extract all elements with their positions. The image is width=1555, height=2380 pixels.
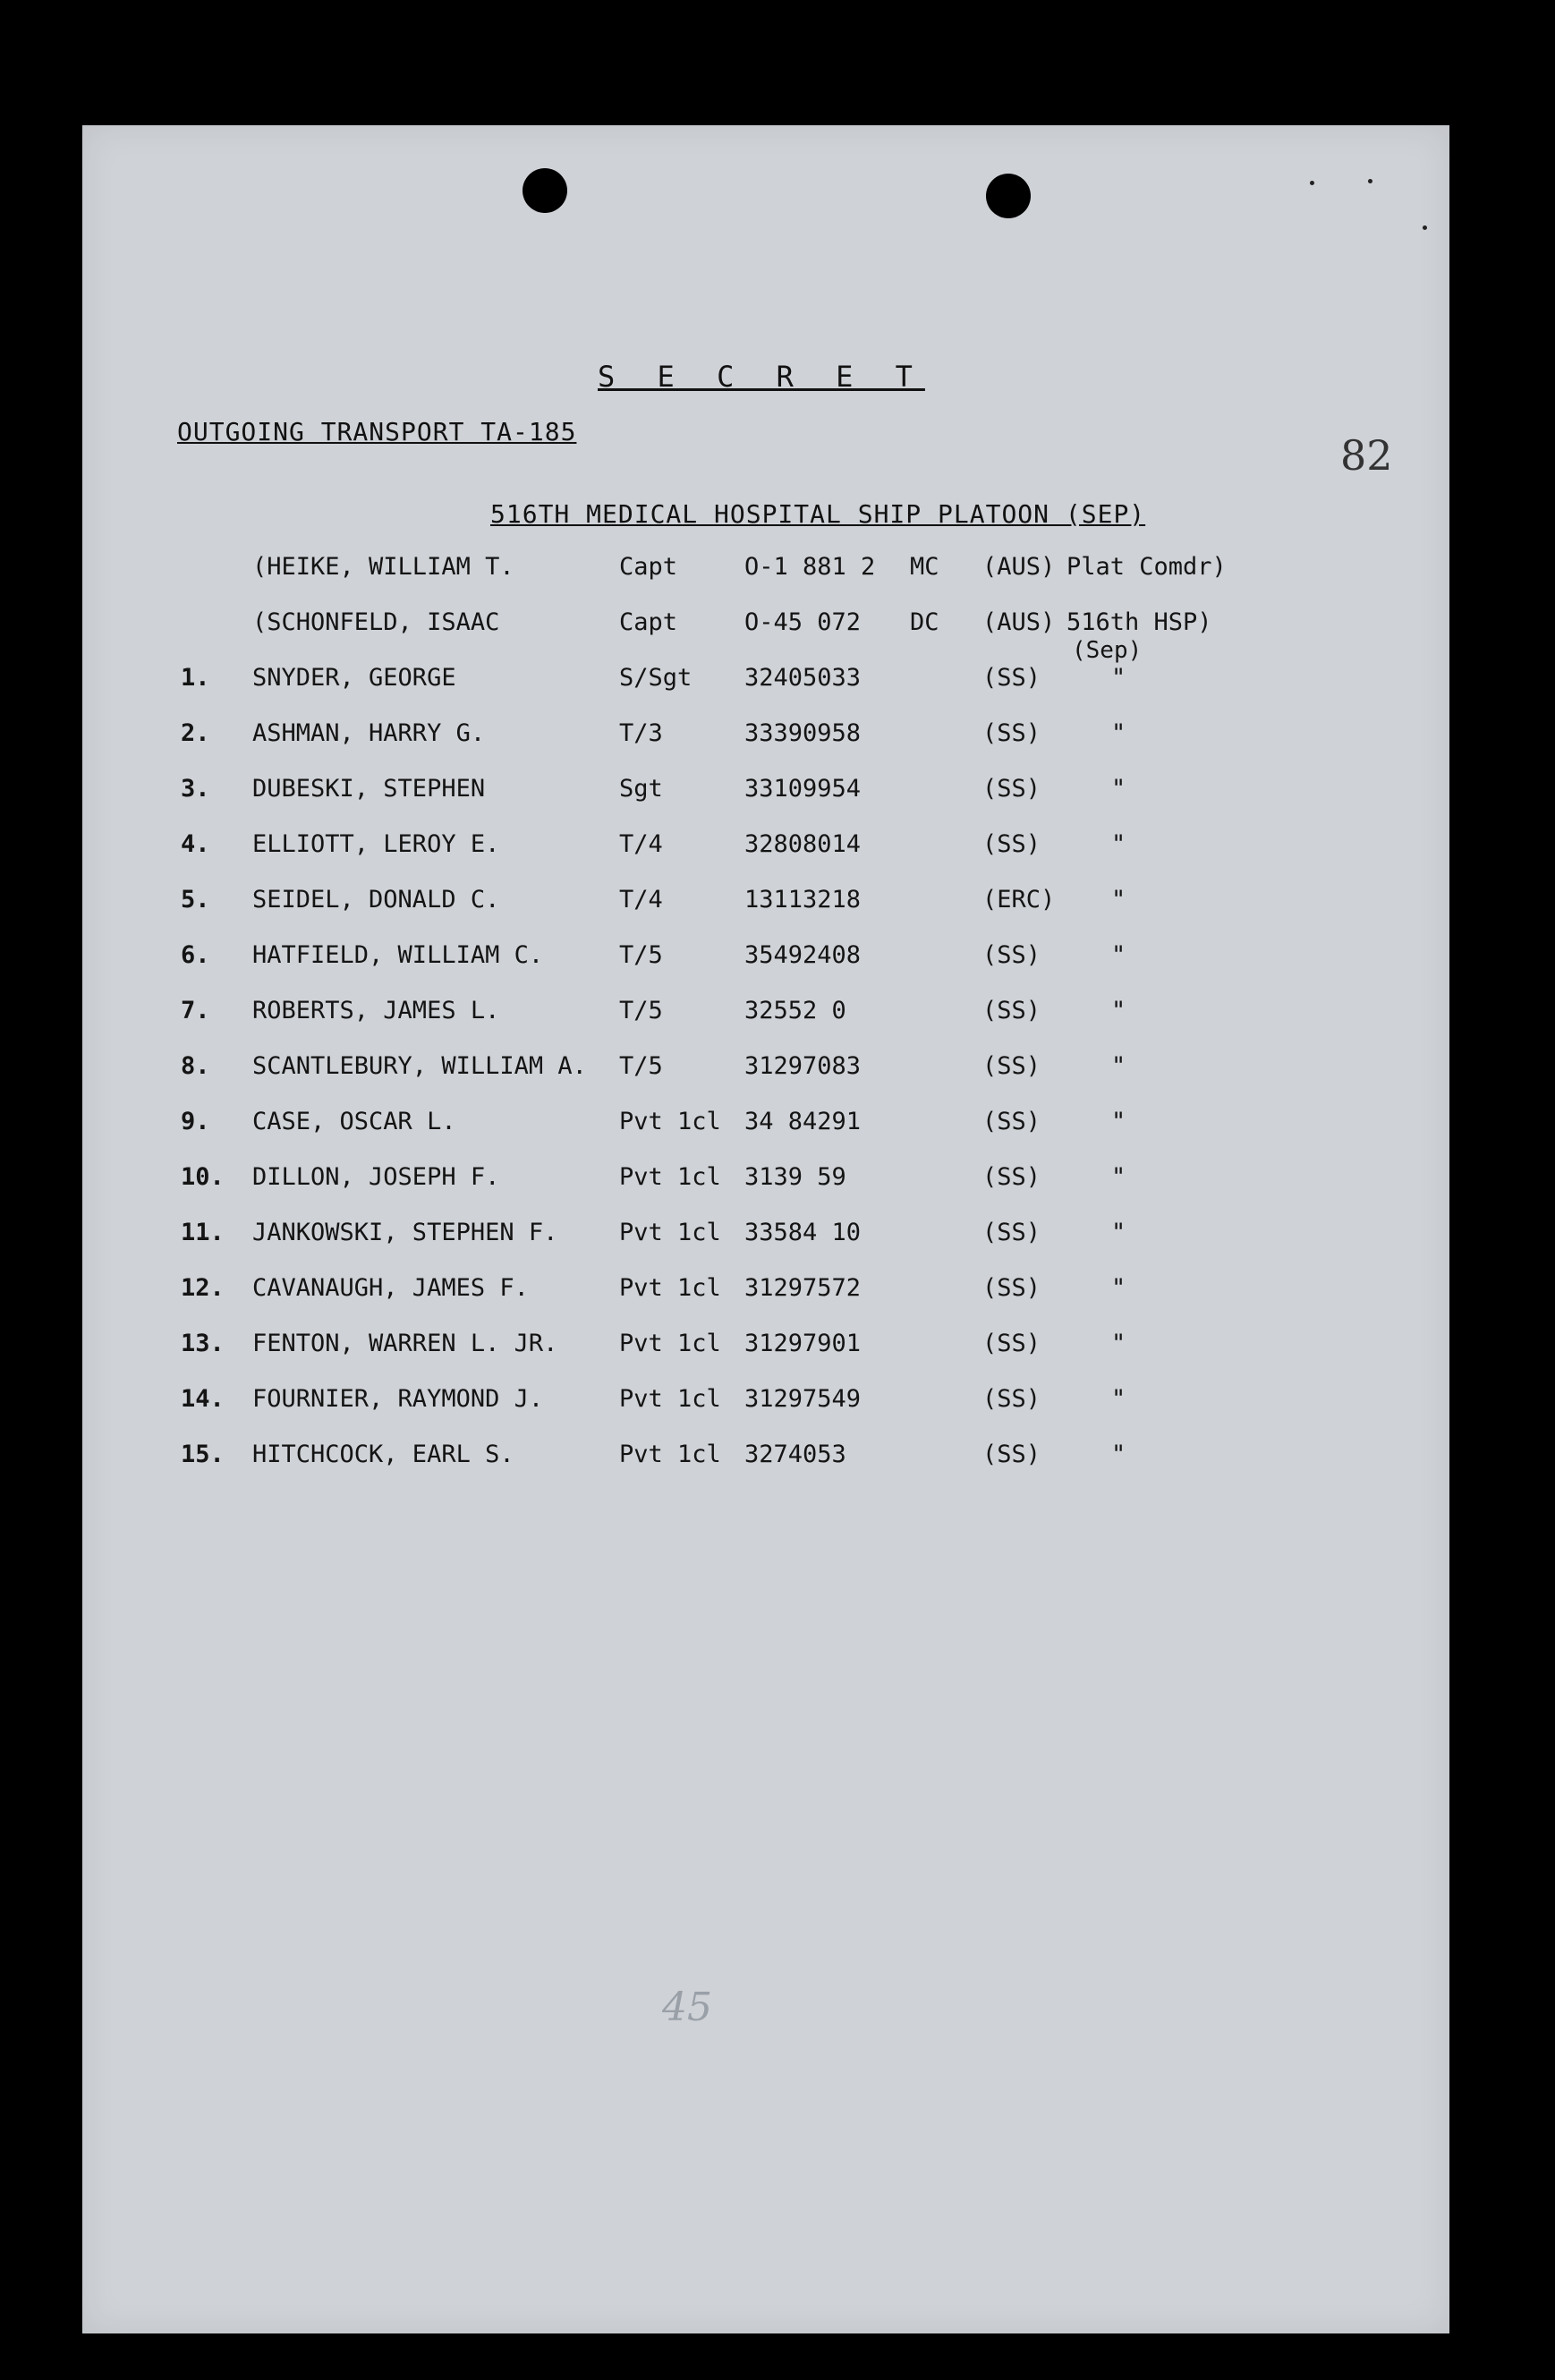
roster-number: 8. (181, 1052, 210, 1080)
roster-serial: 34 84291 (744, 1108, 862, 1135)
roster-rank: T/5 (619, 997, 663, 1024)
roster-rank: Sgt (619, 775, 663, 803)
roster-component: (SS) (982, 830, 1041, 858)
roster-rank: T/4 (619, 886, 663, 914)
roster-rank: Pvt 1cl (619, 1330, 721, 1357)
roster-number: 9. (181, 1108, 210, 1135)
roster-name: SEIDEL, DONALD C. (252, 886, 500, 914)
roster-number: 12. (181, 1274, 225, 1302)
officer-rank: Capt (619, 608, 678, 636)
roster-rank: Pvt 1cl (619, 1219, 721, 1246)
roster-serial: 33390958 (744, 719, 862, 747)
officer-remark: 516th HSP) (1066, 608, 1212, 636)
officer-rank: Capt (619, 553, 678, 581)
roster-rank: Pvt 1cl (619, 1385, 721, 1413)
roster-name: SCANTLEBURY, WILLIAM A. (252, 1052, 587, 1080)
roster-number: 3. (181, 775, 210, 803)
document-page (82, 125, 1449, 2333)
roster-name: ASHMAN, HARRY G. (252, 719, 486, 747)
pencil-mark: 45 (662, 1985, 712, 2030)
roster-rank: T/3 (619, 719, 663, 747)
roster-row (82, 1274, 1449, 1313)
roster-remark: " (1111, 1163, 1126, 1191)
roster-name: HITCHCOCK, EARL S. (252, 1441, 514, 1468)
roster-name: DILLON, JOSEPH F. (252, 1163, 500, 1191)
punch-hole-left (523, 168, 567, 213)
roster-number: 10. (181, 1163, 225, 1191)
roster-serial: 32552 0 (744, 997, 846, 1024)
roster-name: CAVANAUGH, JAMES F. (252, 1274, 529, 1302)
roster-component: (SS) (982, 1274, 1041, 1302)
roster-remark: " (1111, 775, 1126, 803)
roster-name: DUBESKI, STEPHEN (252, 775, 486, 803)
roster-number: 4. (181, 830, 210, 858)
roster-row (82, 1385, 1449, 1424)
roster-number: 6. (181, 941, 210, 969)
roster-component: (SS) (982, 1052, 1041, 1080)
roster-component: (SS) (982, 664, 1041, 692)
roster-rank: T/5 (619, 1052, 663, 1080)
roster-rank: T/5 (619, 941, 663, 969)
punch-hole-right (986, 174, 1031, 218)
roster-row (82, 1441, 1449, 1480)
roster-number: 1. (181, 664, 210, 692)
roster-number: 13. (181, 1330, 225, 1357)
roster-serial: 31297901 (744, 1330, 862, 1357)
roster-remark: " (1111, 1385, 1126, 1413)
dust-speck (1368, 179, 1372, 183)
roster-row (82, 941, 1449, 981)
officer-remark-sub: (Sep) (1072, 637, 1143, 664)
roster-component: (SS) (982, 997, 1041, 1024)
officer-name: (HEIKE, WILLIAM T. (252, 553, 514, 581)
roster-component: (ERC) (982, 886, 1056, 914)
officer-serial: O-1 881 2 (744, 553, 876, 581)
roster-remark: " (1111, 1108, 1126, 1135)
roster-row (82, 719, 1449, 759)
roster-row (82, 830, 1449, 870)
roster-remark: " (1111, 997, 1126, 1024)
roster-row (82, 997, 1449, 1036)
roster-component: (SS) (982, 719, 1041, 747)
roster-rank: S/Sgt (619, 664, 693, 692)
roster-number: 11. (181, 1219, 225, 1246)
roster-serial: 32405033 (744, 664, 862, 692)
roster-rank: Pvt 1cl (619, 1441, 721, 1468)
roster-number: 5. (181, 886, 210, 914)
roster-component: (SS) (982, 1441, 1041, 1468)
roster-number: 15. (181, 1441, 225, 1468)
roster-remark: " (1111, 830, 1126, 858)
dust-speck (1423, 225, 1427, 230)
roster-component: (SS) (982, 775, 1041, 803)
roster-component: (SS) (982, 1163, 1041, 1191)
officer-branch: DC (910, 608, 939, 636)
page-number: 82 (1340, 431, 1393, 480)
roster-remark: " (1111, 664, 1126, 692)
officer-row (82, 553, 1449, 592)
roster-remark: " (1111, 886, 1126, 914)
roster-row (82, 1163, 1449, 1203)
roster-number: 2. (181, 719, 210, 747)
roster-row (82, 1219, 1449, 1258)
roster-serial: 31297572 (744, 1274, 862, 1302)
dust-speck (1310, 181, 1314, 185)
officer-component: (AUS) (982, 553, 1056, 581)
officer-remark: Plat Comdr) (1066, 553, 1227, 581)
transport-title: OUTGOING TRANSPORT TA-185 (177, 417, 577, 446)
roster-serial: 3139 59 (744, 1163, 846, 1191)
roster-component: (SS) (982, 1219, 1041, 1246)
roster-serial: 33109954 (744, 775, 862, 803)
roster-row (82, 664, 1449, 703)
roster-serial: 35492408 (744, 941, 862, 969)
roster-remark: " (1111, 1330, 1126, 1357)
roster-remark: " (1111, 941, 1126, 969)
roster-remark: " (1111, 719, 1126, 747)
officer-branch: MC (910, 553, 939, 581)
roster-number: 14. (181, 1385, 225, 1413)
roster-number: 7. (181, 997, 210, 1024)
roster-serial: 33584 10 (744, 1219, 862, 1246)
roster-serial: 13113218 (744, 886, 862, 914)
roster-component: (SS) (982, 1385, 1041, 1413)
roster-rank: T/4 (619, 830, 663, 858)
roster-rank: Pvt 1cl (619, 1108, 721, 1135)
roster-name: JANKOWSKI, STEPHEN F. (252, 1219, 558, 1246)
roster-rank: Pvt 1cl (619, 1163, 721, 1191)
roster-remark: " (1111, 1052, 1126, 1080)
officer-name: (SCHONFELD, ISAAC (252, 608, 500, 636)
roster-remark: " (1111, 1219, 1126, 1246)
roster-row (82, 1052, 1449, 1092)
roster-row (82, 1330, 1449, 1369)
officer-row (82, 608, 1449, 648)
roster-row (82, 1108, 1449, 1147)
roster-remark: " (1111, 1441, 1126, 1468)
roster-name: FENTON, WARREN L. JR. (252, 1330, 558, 1357)
roster-component: (SS) (982, 941, 1041, 969)
roster-row (82, 886, 1449, 925)
roster-rank: Pvt 1cl (619, 1274, 721, 1302)
officer-serial: O-45 072 (744, 608, 862, 636)
roster-component: (SS) (982, 1108, 1041, 1135)
roster-name: ELLIOTT, LEROY E. (252, 830, 500, 858)
roster-name: SNYDER, GEORGE (252, 664, 456, 692)
roster-name: CASE, OSCAR L. (252, 1108, 456, 1135)
roster-remark: " (1111, 1274, 1126, 1302)
roster-name: HATFIELD, WILLIAM C. (252, 941, 544, 969)
roster-serial: 32808014 (744, 830, 862, 858)
roster-serial: 3274053 (744, 1441, 846, 1468)
officer-component: (AUS) (982, 608, 1056, 636)
classification-header: S E C R E T (598, 360, 925, 394)
roster-row (82, 775, 1449, 814)
roster-serial: 31297549 (744, 1385, 862, 1413)
roster-name: FOURNIER, RAYMOND J. (252, 1385, 544, 1413)
unit-heading: 516TH MEDICAL HOSPITAL SHIP PLATOON (SEP) (490, 499, 1146, 529)
roster-component: (SS) (982, 1330, 1041, 1357)
roster-name: ROBERTS, JAMES L. (252, 997, 500, 1024)
roster-serial: 31297083 (744, 1052, 862, 1080)
